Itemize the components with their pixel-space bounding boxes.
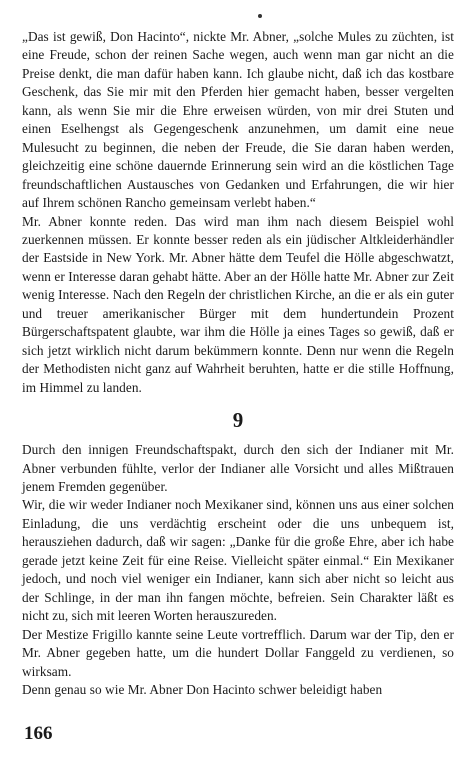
page-number: 166 — [24, 723, 53, 744]
paragraph: Wir, die wir weder Indianer noch Mexikaner sind, können uns aus einer solchen Einladung, die uns verdächtig erscheint oder die uns unbequem ist, herausziehen dadurch, daß wir sagen: „Danke für die große Ehre, aber ich habe gerade jetzt keine Zeit für eine Reise. Vielleicht später einmal.“ Ein Mexikaner jedoch, und noch viel weniger ein Indianer, kann sich aber nicht so leicht aus der Schlinge, in der man ihn fangen möchte, befreien. Sein Charakter läßt es nicht zu, sich mit leeren Worten herauszureden. — [22, 497, 454, 624]
chapter-number: 9 — [232, 408, 244, 433]
paragraph: Denn genau so wie Mr. Abner Don Hacinto schwer beleidigt haben — [22, 681, 383, 697]
paragraph: Mr. Abner konnte reden. Das wird man ihm nach diesem Beispiel wohl zuerkennen müssen. Er konnte besser reden als ein jüdischer Altkleiderhändler der Eastside in New York. Mr. Abner hätte dem Teufel die Hölle abgeschwatzt, wenn er Interesse daran gehabt hätte. Aber an der Hölle hatte Mr. Abner zur Zeit wenig Interesse. Nach den Regeln der christlichen Kirche, an die er als ein guter und treuer amerikanischer Bürger mit dem hundertundein Prozent Bürgerschaftspatent glaubte, war ihm die Hölle ja eines Tages so gewiß, daß er sich jetzt wirklich nicht darum bekümmern konnte. Denn nur wenn die Regeln der Methodisten nicht ganz auf Wahrheit beruhten, hatte er die stille Hoffnung, im Himmel zu landen. — [22, 213, 454, 395]
paragraph: „Das ist gewiß, Don Hacinto“, nickte Mr. Abner, „solche Mules zu züchten, ist eine Freude, schon der reinen Sache wegen, auch wenn man gar nicht an die Preise denkt, die man dafür haben kann. Ich glaube nicht, daß ich das kostbare Geschenk, das Sie mir mit den Pferden hier gemacht haben, besser vergelten kann, als wenn Sie mir die Ehre erweisen würden, von mir drei Stuten und einen Eselhengst als Gegengeschenk anzunehmen, um damit eine neue Mulesucht zu beginnen, die neben der Freude, die Sie daran haben werden, gleichzeitig eine schöne dauernde Erinnerung sein wird an die köstlichen Tage freundschaftlichen Austausches von Gedanken und Erfahrungen, die wir hier auf Ihrem schönen Rancho gemeinsam verlebt haben.“ — [22, 29, 454, 211]
paragraph: Durch den innigen Freundschaftspakt, durch den sich der Indianer mit Mr. Abner verbunden fühlte, verlor der Indianer alle Vorsicht und alles Mißtrauen jenem Fremden gegenüber. — [22, 442, 454, 494]
book-page — [22, 0, 454, 780]
ornament-dot — [258, 14, 262, 18]
body-text — [22, 28, 454, 699]
paragraph: Der Mestize Frigillo kannte seine Leute vortrefflich. Darum war der Tip, den er Mr. Abner gegeben hatte, um die hundert Dollar Fanggeld zu verdienen, so wirksam. — [22, 626, 454, 679]
